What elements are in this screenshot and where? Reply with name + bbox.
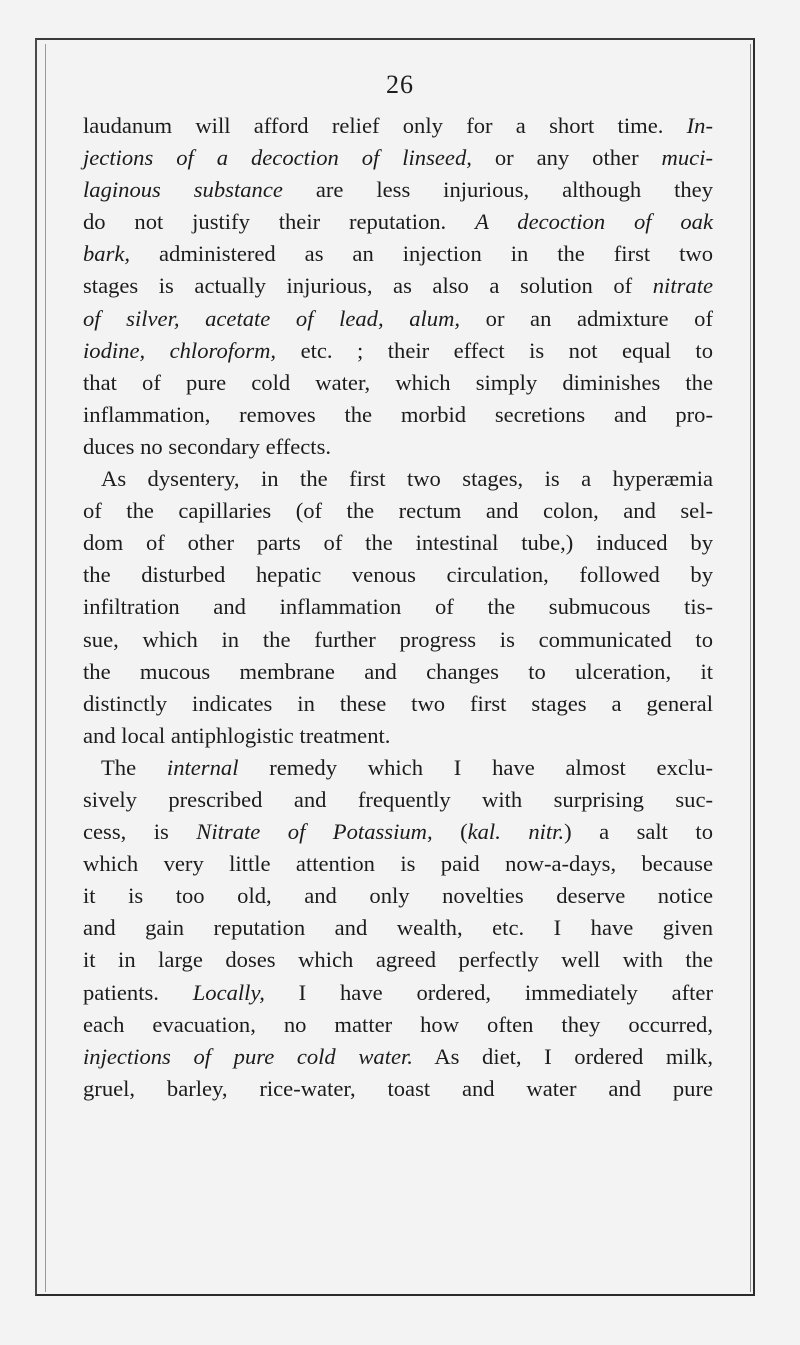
text-segment: sively prescribed and frequently with surprising suc- (83, 786, 713, 812)
italic-text: kal. nitr. (467, 819, 565, 845)
text-segment: that of pure cold water, which simply diminishes the (83, 369, 713, 395)
text-segment: patients. (83, 979, 193, 1005)
text-segment: remedy which I have almost exclu- (238, 754, 713, 780)
text-segment: I have ordered, immediately after (264, 979, 713, 1005)
text-segment: it in large doses which agreed perfectly well with the (83, 947, 713, 973)
text-segment: The (101, 754, 167, 780)
italic-text: jections of a decoction of linseed, (83, 145, 472, 171)
text-line (83, 559, 713, 591)
text-line (83, 624, 713, 656)
italic-text: iodine, chloroform, (83, 337, 277, 363)
text-line (83, 303, 713, 335)
text-line (83, 784, 713, 816)
text-segment: ( (432, 819, 468, 845)
text-segment: duces no secondary effects. (83, 433, 332, 459)
text-segment: sue, which in the further progress is communicated to (83, 626, 713, 652)
text-line (83, 463, 713, 495)
text-segment: each evacuation, no matter how often they occurred, (83, 1011, 713, 1037)
text-segment: laudanum will afford relief only for a short time. (83, 113, 687, 138)
text-line (83, 816, 713, 848)
text-segment: and local antiphlogistic treatment. (83, 722, 391, 748)
italic-text: of silver, acetate of lead, alum, (83, 305, 461, 331)
text-line (83, 335, 713, 367)
text-line (83, 656, 713, 688)
italic-text: Locally, (192, 979, 265, 1005)
text-line (83, 1073, 713, 1105)
italic-text: Nitrate of Potassium, (196, 819, 433, 845)
text-line (83, 142, 713, 174)
text-line (83, 688, 713, 720)
text-segment: cess, is (83, 819, 197, 845)
text-segment: etc. ; their effect is not equal to (276, 337, 713, 363)
text-segment: which very little attention is paid now-a-days, because (83, 851, 713, 877)
text-line (83, 495, 713, 527)
text-line (83, 752, 713, 784)
italic-text: muci- (661, 145, 713, 171)
text-segment: and gain reputation and wealth, etc. I have given (83, 915, 713, 941)
italic-text: internal (166, 754, 239, 780)
text-segment: ) a salt to (564, 819, 713, 845)
text-line (83, 880, 713, 912)
text-line (83, 912, 713, 944)
text-line (83, 270, 713, 302)
italic-text: In- (686, 113, 713, 138)
text-segment: distinctly indicates in these two first stages a general (83, 690, 713, 716)
text-segment: infiltration and inflammation of the submucous tis- (83, 594, 713, 620)
text-segment: dom of other parts of the intestinal tube,) induced by (83, 530, 713, 556)
text-segment: the mucous membrane and changes to ulceration, it (83, 658, 713, 684)
text-line (83, 848, 713, 880)
text-segment: the disturbed hepatic venous circulation, followed by (83, 562, 713, 588)
text-line (83, 1009, 713, 1041)
text-segment: do not justify their reputation. (83, 209, 476, 235)
text-line (83, 206, 713, 238)
text-segment: are less injurious, although they (282, 177, 713, 203)
text-line (83, 431, 713, 463)
text-line (83, 944, 713, 976)
text-line (83, 399, 713, 431)
text-line (83, 527, 713, 559)
body-text (83, 110, 713, 1105)
italic-text: bark, (83, 241, 131, 267)
text-segment: it is too old, and only novelties deserve notice (83, 883, 713, 909)
text-segment: inflammation, removes the morbid secretions and pro- (83, 401, 713, 427)
text-line (83, 977, 713, 1009)
text-segment: As dysentery, in the first two stages, is a hyperæmia (101, 466, 713, 492)
text-line (83, 238, 713, 270)
italic-text: laginous substance (83, 177, 283, 203)
italic-text: A decoction of oak (475, 209, 713, 235)
text-line (83, 720, 713, 752)
italic-text: injections of pure cold water. (83, 1043, 413, 1069)
page-number: 26 (386, 70, 414, 99)
italic-text: nitrate (652, 273, 713, 299)
text-line (83, 591, 713, 623)
text-segment: gruel, barley, rice-water, toast and water and pure (83, 1075, 713, 1101)
text-line (83, 174, 713, 206)
text-segment: As diet, I ordered milk, (412, 1043, 713, 1069)
text-segment: or an admixture of (460, 305, 713, 331)
text-line (83, 367, 713, 399)
text-line (83, 1041, 713, 1073)
text-segment: or any other (471, 145, 662, 171)
text-line (83, 110, 713, 142)
text-segment: of the capillaries (of the rectum and colon, and sel- (83, 498, 713, 524)
text-segment: administered as an injection in the first two (130, 241, 713, 267)
text-segment: stages is actually injurious, as also a solution of (83, 273, 653, 299)
